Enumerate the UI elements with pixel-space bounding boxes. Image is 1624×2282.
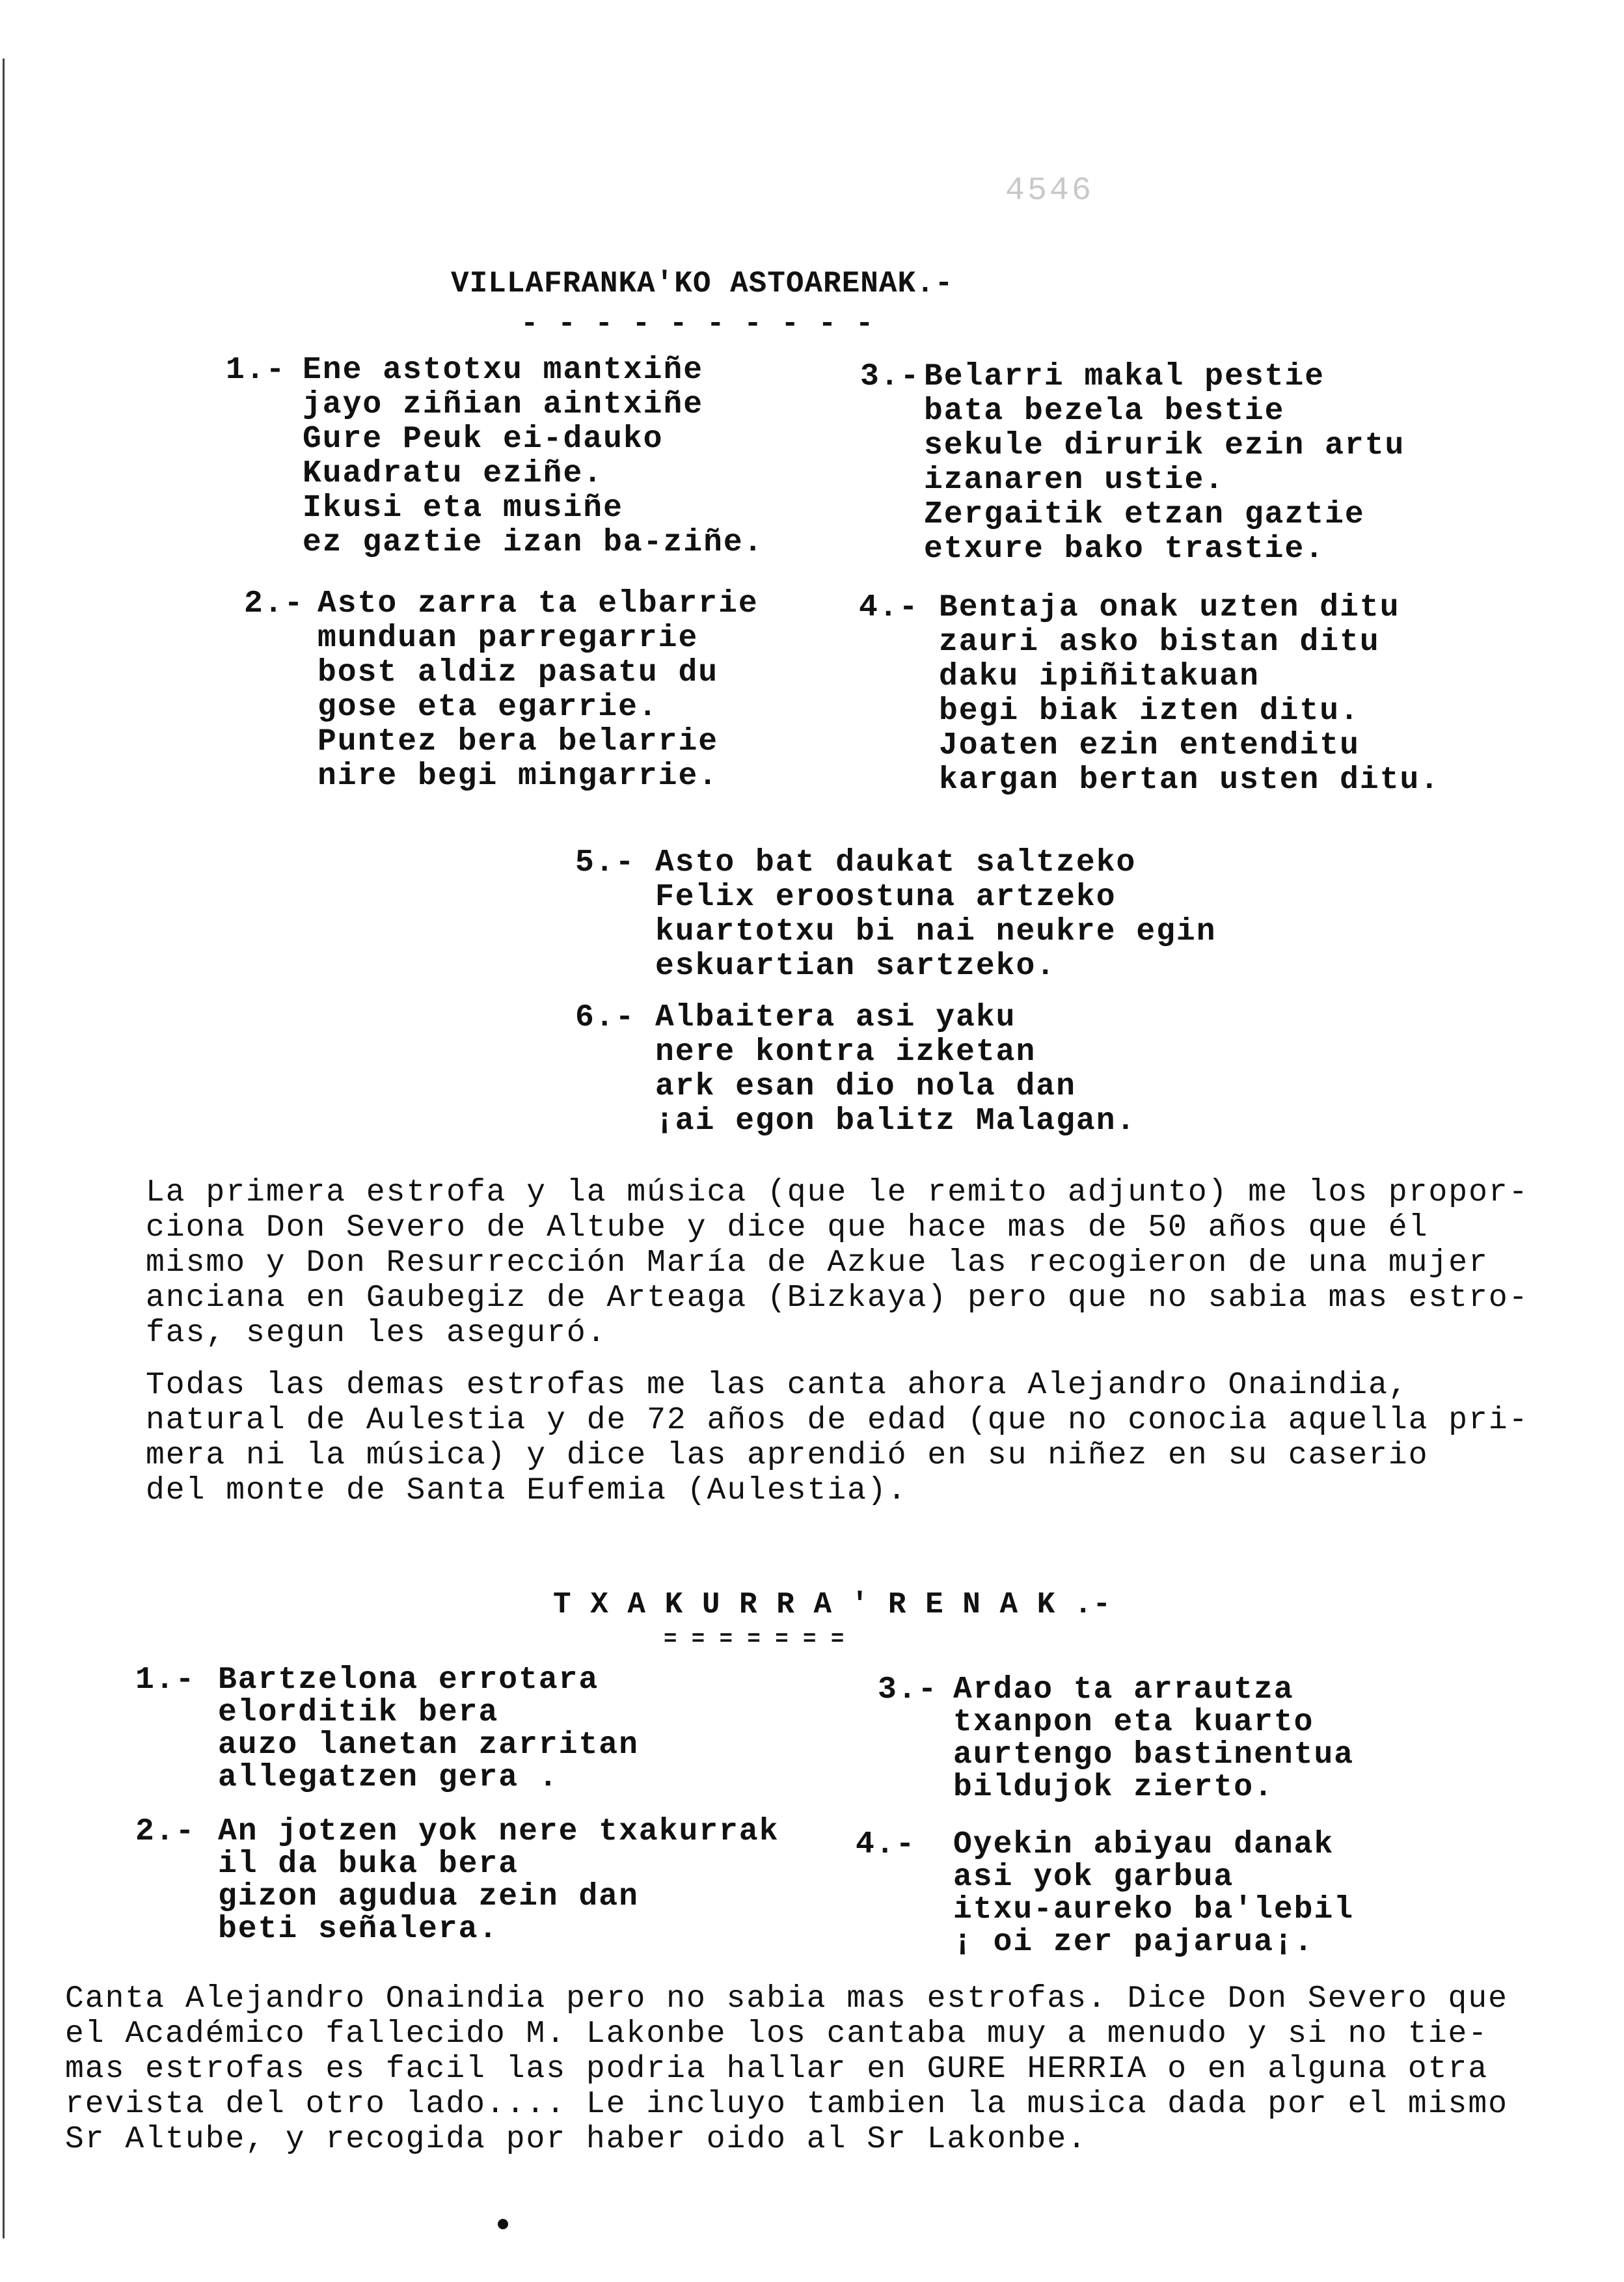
- verse-number: 1.-: [135, 1663, 196, 1698]
- text-line: gizon agudua zein dan: [218, 1879, 639, 1914]
- verse-number: 2.-: [135, 1814, 196, 1849]
- text-line: jayo ziñian aintxiñe: [303, 387, 704, 422]
- text-line: anciana en Gaubegiz de Arteaga (Bizkaya) pero que no sabia mas estro-: [146, 1281, 1529, 1316]
- text-line: kuartotxu bi nai neukre egin: [655, 914, 1217, 949]
- text-line: etxure bako trastie.: [924, 532, 1325, 567]
- text-line: Asto bat daukat saltzeko: [655, 845, 1137, 880]
- song1-title-underline: - - - - - - - - - -: [521, 307, 874, 341]
- text-line: kargan bertan usten ditu.: [939, 763, 1441, 798]
- verse-4: [939, 591, 1440, 798]
- text-line: fas, segun les aseguró.: [146, 1316, 607, 1351]
- text-line: Albaitera asi yaku: [655, 1000, 1016, 1035]
- text-line: ez gaztie izan ba-ziñe.: [303, 525, 764, 560]
- text-line: asi yok garbua: [953, 1860, 1234, 1895]
- text-line: Bentaja onak uzten ditu: [939, 590, 1400, 625]
- text-line: izanaren ustie.: [924, 463, 1225, 498]
- text-line: La primera estrofa y la música (que le remito adjunto) me los propor-: [146, 1175, 1529, 1210]
- text-line: Sr Altube, y recogida por haber oido al Sr Lakonbe.: [65, 2122, 1088, 2157]
- text-line: aurtengo bastinentua: [953, 1737, 1355, 1773]
- song2-title: T X A K U R R A ' R E N A K .-: [553, 1588, 1112, 1622]
- text-line: gose eta egarrie.: [318, 690, 658, 725]
- verse-number: 3.-: [878, 1672, 938, 1707]
- text-line: mas estrofas es facil las podria hallar en GURE HERRIA o en alguna otra: [65, 2052, 1489, 2087]
- verse-number: 3.-: [860, 359, 921, 394]
- verse-6: [655, 1001, 1136, 1139]
- verse-number: 5.-: [575, 845, 636, 880]
- txakur-verse-2: [218, 1815, 779, 1946]
- page-number: 4546: [1005, 172, 1094, 210]
- text-line: itxu-aureko ba'lebil: [953, 1892, 1355, 1927]
- verse-5: [655, 846, 1217, 984]
- text-line: Belarri makal pestie: [924, 359, 1325, 394]
- text-line: revista del otro lado.... Le incluyo tambien la musica dada por el mismo: [65, 2087, 1508, 2122]
- text-line: Kuadratu eziñe.: [303, 456, 604, 491]
- text-line: el Académico fallecido M. Lakonbe los cantaba muy a menudo y si no tie-: [65, 2017, 1489, 2052]
- text-line: Ene astotxu mantxiñe: [303, 353, 704, 388]
- verse-number: 6.-: [575, 1000, 636, 1035]
- verse-number: 4.-: [856, 1827, 916, 1862]
- text-line: sekule dirurik ezin artu: [924, 428, 1405, 463]
- text-line: An jotzen yok nere txakurrak: [218, 1814, 779, 1849]
- text-line: Bartzelona errotara: [218, 1663, 599, 1698]
- note-paragraph-2: [146, 1368, 1529, 1508]
- verse-1: [303, 353, 764, 560]
- txakur-verse-4: [953, 1828, 1354, 1959]
- text-line: Joaten ezin entenditu: [939, 728, 1360, 763]
- text-line: begi biak izten ditu.: [939, 694, 1360, 729]
- text-line: natural de Aulestia y de 72 años de edad (que no conocia aquella pri-: [146, 1403, 1529, 1438]
- text-line: auzo lanetan zarritan: [218, 1728, 639, 1763]
- text-line: beti señalera.: [218, 1912, 499, 1947]
- text-line: ¡ai egon balitz Malagan.: [655, 1104, 1137, 1139]
- text-line: zauri asko bistan ditu: [939, 625, 1380, 660]
- text-line: Felix eroostuna artzeko: [655, 880, 1116, 915]
- text-line: Oyekin abiyau danak: [953, 1827, 1334, 1862]
- text-line: bost aldiz pasatu du: [318, 655, 719, 690]
- text-line: nire begi mingarrie.: [318, 759, 719, 794]
- text-line: ¡ oi zer pajarua¡.: [953, 1925, 1314, 1960]
- text-line: daku ipiñitakuan: [939, 659, 1260, 694]
- text-line: mismo y Don Resurrección María de Azkue las recogieron de una mujer: [146, 1245, 1489, 1281]
- ink-dot: [498, 2219, 508, 2229]
- text-line: munduan parregarrie: [318, 621, 699, 656]
- txakur-verse-1: [218, 1664, 639, 1794]
- text-line: eskuartian sartzeko.: [655, 949, 1057, 984]
- text-line: Ikusi eta musiñe: [303, 491, 623, 526]
- verse-2: [318, 587, 759, 794]
- text-line: elorditik bera: [218, 1695, 499, 1730]
- text-line: bata bezela bestie: [924, 394, 1285, 429]
- text-line: bildujok zierto.: [953, 1770, 1274, 1805]
- text-line: Zergaitik etzan gaztie: [924, 497, 1365, 532]
- song2-title-underline: = = = = = = =: [664, 1627, 845, 1652]
- text-line: ark esan dio nola dan: [655, 1069, 1076, 1104]
- text-line: ciona Don Severo de Altube y dice que hace mas de 50 años que él: [146, 1210, 1429, 1245]
- text-line: Gure Peuk ei-dauko: [303, 422, 664, 457]
- song1-title: VILLAFRANKA'KO ASTOARENAK.-: [451, 267, 954, 301]
- text-line: Puntez bera belarrie: [318, 724, 719, 759]
- text-line: Todas las demas estrofas me las canta ahora Alejandro Onaindia,: [146, 1368, 1409, 1403]
- page-edge-line: [3, 59, 5, 2238]
- text-line: txanpon eta kuarto: [953, 1705, 1314, 1740]
- verse-number: 1.-: [226, 353, 286, 388]
- text-line: il da buka bera: [218, 1847, 519, 1882]
- verse-number: 2.-: [244, 586, 304, 621]
- verse-number: 4.-: [859, 590, 919, 625]
- closing-paragraph: [65, 1981, 1508, 2157]
- text-line: Canta Alejandro Onaindia pero no sabia mas estrofas. Dice Don Severo que: [65, 1981, 1508, 2017]
- note-paragraph-1: [146, 1175, 1529, 1351]
- text-line: mera ni la música) y dice las aprendió en su niñez en su caserio: [146, 1438, 1429, 1473]
- verse-3: [924, 360, 1405, 567]
- text-line: nere kontra izketan: [655, 1035, 1036, 1070]
- text-line: del monte de Santa Eufemia (Aulestia).: [146, 1473, 908, 1508]
- txakur-verse-3: [953, 1674, 1354, 1804]
- text-line: allegatzen gera .: [218, 1760, 559, 1795]
- text-line: Asto zarra ta elbarrie: [318, 586, 759, 621]
- text-line: Ardao ta arrautza: [953, 1672, 1294, 1707]
